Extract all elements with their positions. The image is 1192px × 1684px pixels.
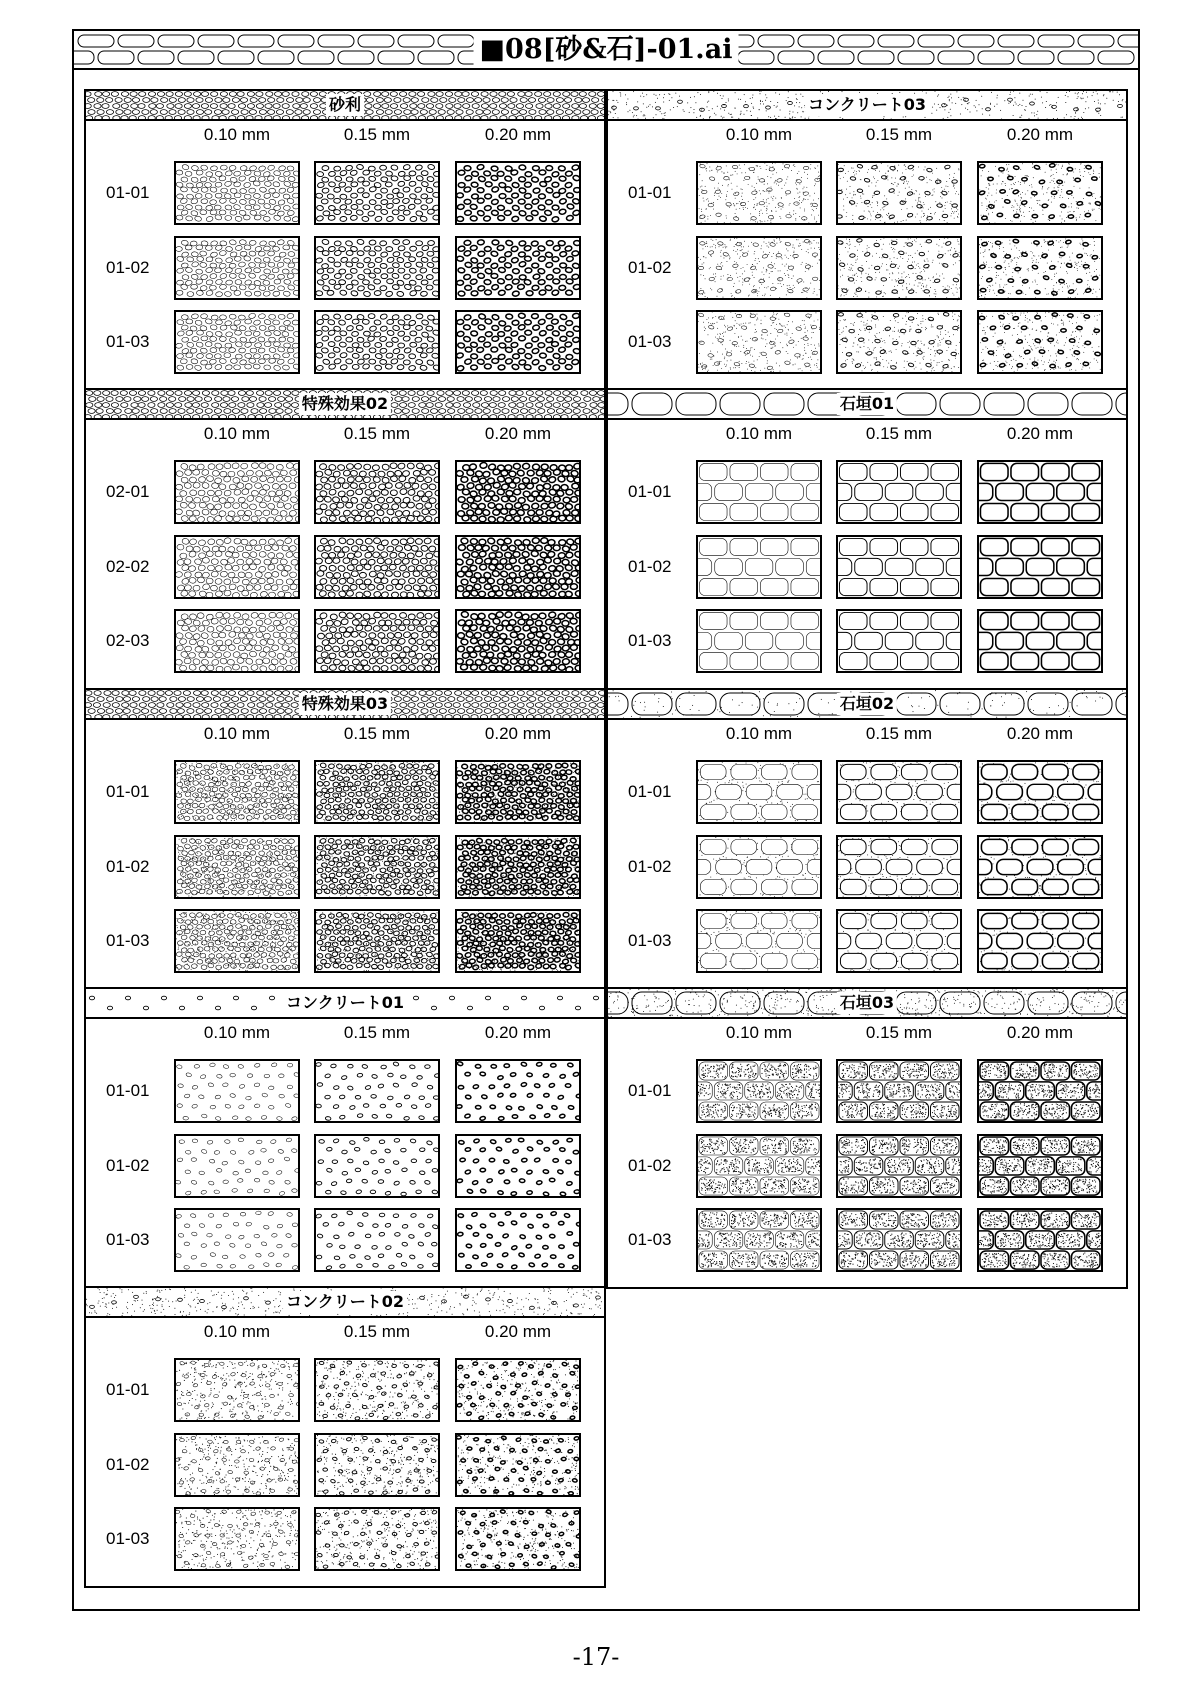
pattern-id-label: 01-02 [628, 258, 688, 278]
line-width-label: 0.20 mm [977, 424, 1103, 444]
pattern-id-label: 02-03 [106, 631, 166, 651]
panel-concrete-01 [84, 987, 606, 1289]
pattern-swatch [314, 460, 440, 524]
pattern-swatch [455, 161, 581, 225]
pattern-swatch [174, 760, 300, 824]
pattern-swatch [696, 161, 822, 225]
pattern-swatch [455, 1059, 581, 1123]
pattern-id-label: 01-01 [628, 482, 688, 502]
panel-header [86, 989, 604, 1019]
pattern-swatch [836, 909, 962, 973]
pattern-swatch [977, 760, 1103, 824]
pattern-swatch [696, 760, 822, 824]
panel-stone-wall-02 [606, 688, 1128, 990]
pattern-swatch [455, 609, 581, 673]
pattern-swatch [455, 1433, 581, 1497]
line-width-label: 0.10 mm [174, 424, 300, 444]
pattern-id-label: 01-02 [628, 557, 688, 577]
pattern-swatch [836, 460, 962, 524]
line-width-label: 0.20 mm [455, 1023, 581, 1043]
pattern-id-label: 01-01 [628, 183, 688, 203]
pattern-id-label: 01-02 [628, 857, 688, 877]
pattern-swatch [455, 460, 581, 524]
pattern-swatch [174, 460, 300, 524]
pattern-id-label: 01-02 [106, 857, 166, 877]
line-width-label: 0.20 mm [977, 125, 1103, 145]
pattern-swatch [314, 1208, 440, 1272]
line-width-label: 0.10 mm [696, 724, 822, 744]
pattern-swatch [836, 535, 962, 599]
pattern-swatch [314, 1433, 440, 1497]
line-width-label: 0.10 mm [696, 125, 822, 145]
panel-header [608, 390, 1126, 420]
panel-concrete-03 [606, 89, 1128, 391]
pattern-swatch [174, 1433, 300, 1497]
pattern-swatch [174, 1507, 300, 1571]
line-width-label: 0.15 mm [836, 424, 962, 444]
pattern-swatch [977, 1134, 1103, 1198]
line-width-label: 0.20 mm [977, 1023, 1103, 1043]
line-width-label: 0.20 mm [455, 1322, 581, 1342]
pattern-id-label: 01-01 [106, 782, 166, 802]
panel-title: 特殊効果03 [299, 693, 391, 715]
pattern-swatch [314, 236, 440, 300]
line-width-label: 0.10 mm [174, 125, 300, 145]
pattern-swatch [977, 1059, 1103, 1123]
pattern-id-label: 01-03 [628, 931, 688, 951]
pattern-swatch [836, 236, 962, 300]
line-width-label: 0.10 mm [696, 1023, 822, 1043]
panel-header [86, 690, 604, 720]
pattern-swatch [977, 161, 1103, 225]
line-width-label: 0.10 mm [696, 424, 822, 444]
pattern-swatch [314, 835, 440, 899]
panel-header [86, 390, 604, 420]
pattern-id-label: 01-02 [106, 1156, 166, 1176]
pattern-swatch [174, 1134, 300, 1198]
panel-title: 特殊効果02 [299, 393, 391, 415]
pattern-swatch [836, 760, 962, 824]
pattern-id-label: 01-01 [106, 1380, 166, 1400]
pattern-swatch [696, 460, 822, 524]
line-width-label: 0.20 mm [455, 125, 581, 145]
panel-title: コンクリート01 [283, 992, 407, 1014]
pattern-swatch [174, 1208, 300, 1272]
panel-header [86, 91, 604, 121]
page-number: -17- [0, 1642, 1192, 1672]
title-bar [74, 31, 1138, 70]
panel-header [608, 91, 1126, 121]
pattern-swatch [836, 161, 962, 225]
pattern-swatch [696, 1208, 822, 1272]
pattern-swatch [174, 609, 300, 673]
pattern-swatch [314, 535, 440, 599]
pattern-swatch [314, 760, 440, 824]
pattern-swatch [174, 835, 300, 899]
line-width-label: 0.15 mm [836, 1023, 962, 1043]
pattern-id-label: 01-03 [106, 332, 166, 352]
pattern-swatch [174, 909, 300, 973]
pattern-swatch [696, 236, 822, 300]
pattern-swatch [455, 310, 581, 374]
pattern-swatch [455, 909, 581, 973]
pattern-swatch [977, 1208, 1103, 1272]
pattern-swatch [455, 1507, 581, 1571]
pattern-swatch [696, 1134, 822, 1198]
panel-title: 石垣01 [837, 393, 897, 415]
pattern-swatch [836, 310, 962, 374]
pattern-id-label: 01-03 [628, 332, 688, 352]
pattern-id-label: 01-01 [106, 183, 166, 203]
panel-header [608, 989, 1126, 1019]
pattern-swatch [455, 1134, 581, 1198]
panel-gravel [84, 89, 606, 391]
line-width-label: 0.15 mm [314, 1322, 440, 1342]
line-width-label: 0.10 mm [174, 724, 300, 744]
line-width-label: 0.10 mm [174, 1322, 300, 1342]
panel-title: 石垣03 [837, 992, 897, 1014]
panel-concrete-02 [84, 1286, 606, 1588]
panel-special-effect-02 [84, 388, 606, 690]
pattern-swatch [455, 760, 581, 824]
pattern-swatch [174, 236, 300, 300]
panel-header [86, 1288, 604, 1318]
pattern-swatch [977, 835, 1103, 899]
pattern-swatch [696, 909, 822, 973]
line-width-label: 0.20 mm [455, 724, 581, 744]
pattern-id-label: 01-03 [106, 1230, 166, 1250]
panel-title: 石垣02 [837, 693, 897, 715]
panel-title: コンクリート02 [283, 1291, 407, 1313]
line-width-label: 0.20 mm [977, 724, 1103, 744]
pattern-swatch [314, 1507, 440, 1571]
pattern-swatch [836, 1134, 962, 1198]
pattern-swatch [455, 835, 581, 899]
line-width-label: 0.10 mm [174, 1023, 300, 1043]
line-width-label: 0.15 mm [314, 724, 440, 744]
pattern-id-label: 01-01 [628, 782, 688, 802]
pattern-swatch [455, 1208, 581, 1272]
pattern-swatch [314, 609, 440, 673]
line-width-label: 0.15 mm [314, 1023, 440, 1043]
pattern-id-label: 01-01 [628, 1081, 688, 1101]
pattern-swatch [977, 535, 1103, 599]
pattern-swatch [455, 236, 581, 300]
pattern-swatch [836, 609, 962, 673]
pattern-swatch [314, 310, 440, 374]
pattern-swatch [455, 535, 581, 599]
pattern-id-label: 02-01 [106, 482, 166, 502]
pattern-id-label: 01-03 [628, 1230, 688, 1250]
pattern-swatch [836, 835, 962, 899]
pattern-id-label: 01-01 [106, 1081, 166, 1101]
panel-title: 砂利 [326, 94, 364, 116]
pattern-swatch [174, 535, 300, 599]
pattern-swatch [314, 1059, 440, 1123]
pattern-swatch [836, 1059, 962, 1123]
line-width-label: 0.20 mm [455, 424, 581, 444]
pattern-swatch [977, 909, 1103, 973]
pattern-swatch [696, 609, 822, 673]
pattern-swatch [696, 535, 822, 599]
pattern-swatch [977, 236, 1103, 300]
pattern-swatch [314, 161, 440, 225]
pattern-id-label: 01-02 [106, 258, 166, 278]
pattern-swatch [174, 1358, 300, 1422]
line-width-label: 0.15 mm [836, 125, 962, 145]
pattern-id-label: 01-02 [106, 1455, 166, 1475]
pattern-swatch [174, 1059, 300, 1123]
pattern-id-label: 01-02 [628, 1156, 688, 1176]
pattern-swatch [696, 1059, 822, 1123]
pattern-swatch [174, 310, 300, 374]
document-title: ■08[砂&石]-01.ai [474, 33, 739, 66]
pattern-swatch [696, 835, 822, 899]
panel-stone-wall-03 [606, 987, 1128, 1289]
pattern-swatch [977, 460, 1103, 524]
pattern-swatch [836, 1208, 962, 1272]
pattern-id-label: 01-03 [106, 1529, 166, 1549]
panel-stone-wall-01 [606, 388, 1128, 690]
pattern-swatch [314, 909, 440, 973]
panel-special-effect-03 [84, 688, 606, 990]
pattern-id-label: 01-03 [628, 631, 688, 651]
pattern-id-label: 01-03 [106, 931, 166, 951]
pattern-swatch [455, 1358, 581, 1422]
panel-header [608, 690, 1126, 720]
pattern-swatch [696, 310, 822, 374]
pattern-swatch [174, 161, 300, 225]
pattern-id-label: 02-02 [106, 557, 166, 577]
pattern-swatch [977, 310, 1103, 374]
line-width-label: 0.15 mm [314, 125, 440, 145]
line-width-label: 0.15 mm [836, 724, 962, 744]
line-width-label: 0.15 mm [314, 424, 440, 444]
panel-title: コンクリート03 [805, 94, 929, 116]
pattern-swatch [977, 609, 1103, 673]
pattern-swatch [314, 1358, 440, 1422]
pattern-swatch [314, 1134, 440, 1198]
